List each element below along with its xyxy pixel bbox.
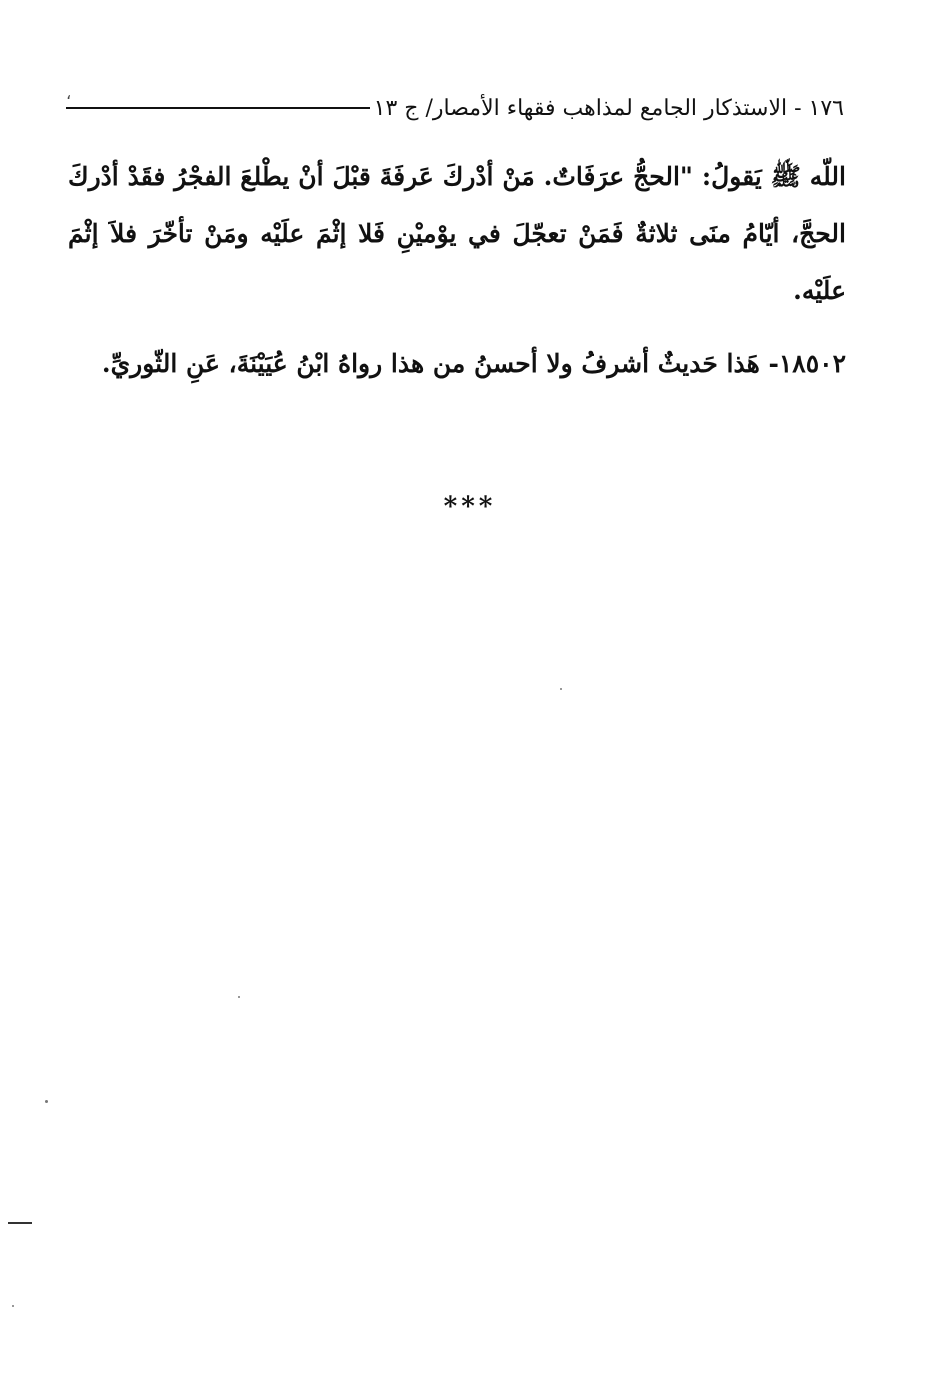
scan-speck bbox=[12, 1305, 14, 1307]
header-rule bbox=[66, 107, 370, 109]
margin-dash bbox=[8, 1222, 32, 1224]
paragraph-2: ١٨٥٠٢- هَذا حَديثٌ أشرفُ ولا أحسنُ من هذا رواهُ ابْنُ عُيَيْنَةَ، عَنِ الثّوريِّ. bbox=[101, 349, 846, 378]
scan-speck bbox=[560, 688, 562, 690]
header-title: ١٧٦ - الاستذكار الجامع لمذاهب فقهاء الأمصار/ ج ١٣ bbox=[373, 95, 844, 121]
section-separator: *** bbox=[443, 492, 497, 522]
body-text bbox=[68, 148, 846, 392]
running-header bbox=[66, 84, 844, 128]
scan-speck bbox=[238, 996, 240, 998]
scan-speck bbox=[45, 1100, 48, 1103]
paragraph-1: اللّه ﷺ يَقولُ: "الحجُّ عرَفَاتٌ. مَنْ أدْركَ عَرفَةَ قبْلَ أنْ يطْلعَ الفجْرُ فقَدْ أدْركَ الحجَّ، أيّامُ منَى ثلاثةٌ فَمَنْ تعجّلَ في يوْميْنِ فَلا إثْمَ علَيْه ومَنْ تأخّرَ فلاَ إثْمَ علَيْه. bbox=[68, 162, 846, 305]
header-mark: ، bbox=[66, 84, 72, 103]
